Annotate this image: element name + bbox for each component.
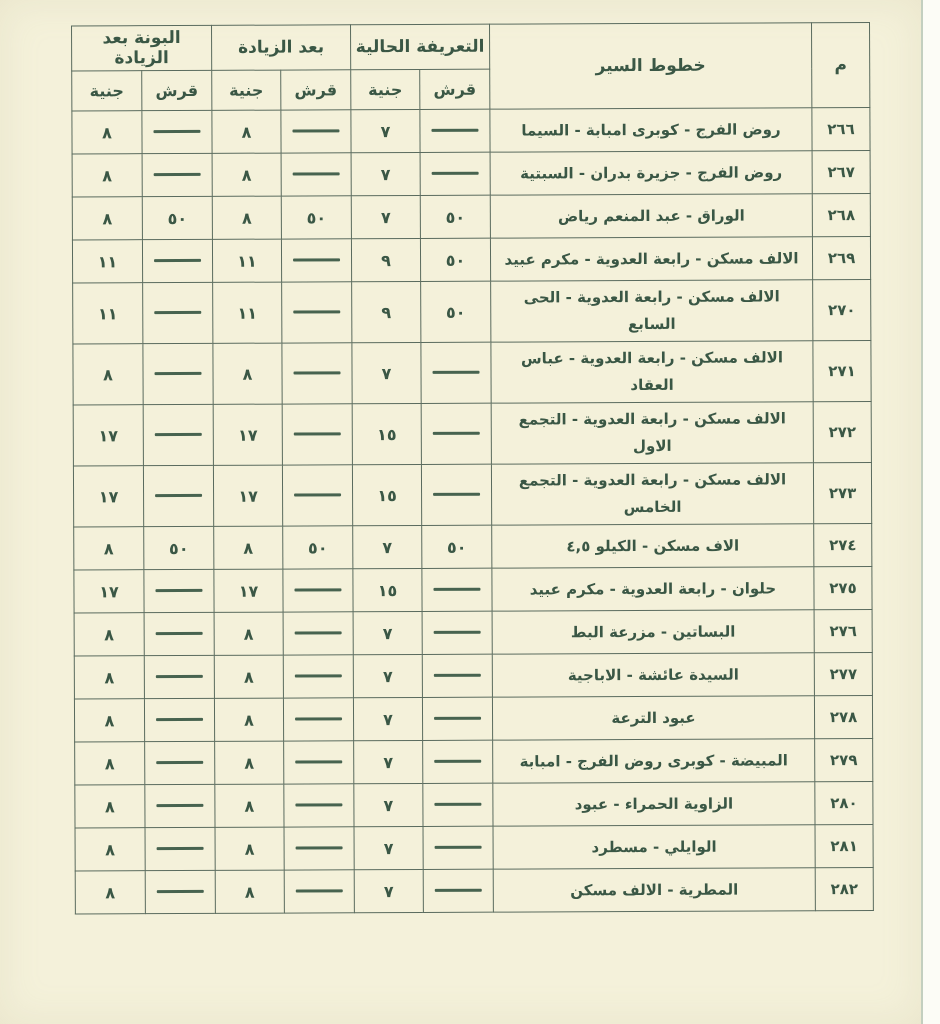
coupon-geneh-cell: ١٧ [74, 570, 144, 613]
serial-cell: ٢٧٢ [813, 401, 871, 462]
route-cell: عبود الترعة [492, 696, 814, 740]
header-current-qirsh: قرش [420, 69, 490, 109]
dash-mark [296, 846, 343, 849]
current-geneh-cell: ٩ [351, 238, 420, 281]
fare-row [75, 824, 873, 870]
current-geneh-cell: ٧ [354, 826, 423, 869]
serial-cell: ٢٧٥ [814, 566, 872, 609]
fare-row [73, 340, 871, 404]
serial-cell: ٢٦٦ [812, 108, 870, 151]
coupon-qirsh-cell [145, 784, 215, 827]
fare-row [74, 609, 872, 655]
dash-mark [434, 760, 481, 763]
route-cell: المبيضة - كوبرى روض الفرج - امبابة [493, 739, 815, 783]
serial-cell: ٢٧٧ [814, 652, 872, 695]
fare-row [72, 194, 870, 240]
after-geneh-cell: ٨ [212, 110, 281, 153]
current-geneh-cell: ٧ [354, 869, 423, 912]
current-qirsh-cell [420, 152, 490, 195]
current-geneh-cell: ٧ [353, 525, 422, 568]
header-group-after-increase: بعد الزيادة [212, 25, 351, 71]
current-qirsh-cell [423, 826, 493, 869]
serial-cell: ٢٨١ [815, 824, 873, 867]
coupon-geneh-cell: ٨ [74, 699, 144, 742]
header-coupon-qirsh: قرش [142, 70, 212, 110]
dash-mark [295, 674, 342, 677]
current-qirsh-cell: ٥٠ [422, 525, 492, 568]
route-cell: الالف مسكن - رابعة العدوية - التجمع الخامس [491, 463, 813, 525]
current-qirsh-cell [423, 740, 493, 783]
dash-mark [434, 803, 481, 806]
after-qirsh-cell [284, 741, 354, 784]
current-geneh-cell: ٧ [353, 654, 422, 697]
dash-mark [156, 761, 203, 764]
dash-mark [435, 846, 482, 849]
route-cell: البساتين - مزرعة البط [492, 610, 814, 654]
route-cell: الالف مسكن - رابعة العدوية - عباس العقاد [491, 341, 813, 403]
serial-cell: ٢٧٨ [814, 695, 872, 738]
coupon-geneh-cell: ١٧ [73, 466, 143, 527]
after-geneh-cell: ٨ [214, 612, 283, 655]
route-cell: الوايلي - مسطرد [493, 825, 815, 869]
after-qirsh-cell [283, 569, 353, 612]
fare-row [73, 279, 871, 343]
after-geneh-cell: ٨ [214, 698, 283, 741]
coupon-geneh-cell: ٨ [74, 656, 144, 699]
serial-cell: ٢٦٩ [812, 237, 870, 280]
after-qirsh-cell: ٥٠ [283, 526, 353, 569]
after-qirsh-cell [284, 870, 354, 913]
after-geneh-cell: ٨ [215, 741, 284, 784]
current-geneh-cell: ٧ [351, 152, 420, 195]
after-geneh-cell: ١٧ [214, 569, 283, 612]
current-geneh-cell: ٧ [351, 109, 420, 152]
dash-mark [295, 760, 342, 763]
route-cell: روض الفرج - جزيرة بدران - السبتية [490, 151, 812, 195]
coupon-qirsh-cell [143, 404, 213, 465]
coupon-qirsh-cell [144, 655, 214, 698]
route-cell: الاف مسكن - الكيلو ٤,٥ [492, 524, 814, 568]
after-geneh-cell: ٨ [215, 827, 284, 870]
dash-mark [434, 674, 481, 677]
coupon-qirsh-cell [145, 870, 215, 913]
dash-mark [294, 588, 341, 591]
coupon-qirsh-cell [142, 153, 212, 196]
serial-cell: ٢٨٢ [815, 867, 873, 910]
coupon-qirsh-cell: ٥٠ [144, 526, 214, 569]
route-cell: الزاوية الحمراء - عبود [493, 782, 815, 826]
header-group-coupon-after-increase: البونة بعد الزيادة [71, 25, 211, 71]
route-cell: الالف مسكن - رابعة العدوية - مكرم عبيد [490, 237, 812, 281]
dash-mark [433, 371, 480, 374]
current-qirsh-cell [422, 654, 492, 697]
coupon-qirsh-cell [145, 741, 215, 784]
dash-mark [157, 847, 204, 850]
current-geneh-cell: ٧ [353, 611, 422, 654]
dash-mark [155, 494, 202, 497]
fare-row [75, 738, 873, 784]
dash-mark [295, 631, 342, 634]
header-serial: م [812, 23, 870, 108]
route-cell: حلوان - رابعة العدوية - مكرم عبيد [492, 567, 814, 611]
dash-mark [154, 259, 201, 262]
after-geneh-cell: ٨ [215, 870, 284, 913]
fare-row [73, 462, 871, 526]
route-cell: الالف مسكن - رابعة العدوية - التجمع الاول [491, 402, 813, 464]
current-qirsh-cell [422, 568, 492, 611]
dash-mark [154, 311, 201, 314]
dash-mark [292, 129, 339, 132]
header-routes: خطوط السير [490, 23, 812, 109]
after-geneh-cell: ١٧ [213, 404, 282, 465]
after-geneh-cell: ١١ [212, 239, 281, 282]
after-geneh-cell: ٨ [214, 655, 283, 698]
coupon-qirsh-cell [145, 827, 215, 870]
current-geneh-cell: ٧ [354, 740, 423, 783]
current-geneh-cell: ١٥ [352, 403, 421, 464]
current-geneh-cell: ٩ [352, 281, 421, 342]
fare-row [74, 652, 872, 698]
dash-mark [295, 803, 342, 806]
coupon-geneh-cell: ٨ [73, 344, 143, 405]
fare-row [73, 401, 871, 465]
serial-cell: ٢٨٠ [815, 781, 873, 824]
dash-mark [293, 258, 340, 261]
after-qirsh-cell: ٥٠ [281, 196, 351, 239]
after-qirsh-cell [282, 465, 352, 526]
fare-row [72, 237, 870, 283]
dash-mark [294, 493, 341, 496]
coupon-qirsh-cell [142, 110, 212, 153]
coupon-geneh-cell: ٨ [72, 197, 142, 240]
route-cell: الوراق - عبد المنعم رياض [490, 194, 812, 238]
dash-mark [432, 172, 479, 175]
after-geneh-cell: ٨ [215, 784, 284, 827]
fare-row [74, 566, 872, 612]
route-cell: المطرية - الالف مسكن [493, 868, 815, 912]
dash-mark [433, 432, 480, 435]
fare-row [75, 781, 873, 827]
current-geneh-cell: ٧ [353, 697, 422, 740]
serial-cell: ٢٧٣ [813, 462, 871, 523]
dash-mark [155, 433, 202, 436]
coupon-geneh-cell: ٨ [72, 154, 142, 197]
current-qirsh-cell [421, 342, 491, 403]
dash-mark [157, 890, 204, 893]
coupon-qirsh-cell [143, 465, 213, 526]
current-qirsh-cell: ٥٠ [420, 238, 490, 281]
fare-row [74, 695, 872, 741]
after-geneh-cell: ٨ [214, 526, 283, 569]
coupon-geneh-cell: ٨ [74, 527, 144, 570]
dash-mark [433, 588, 480, 591]
serial-cell: ٢٧٤ [814, 523, 872, 566]
header-after-qirsh: قرش [281, 70, 351, 110]
after-qirsh-cell [282, 404, 352, 465]
dash-mark [296, 889, 343, 892]
current-qirsh-cell [422, 611, 492, 654]
current-qirsh-cell: ٥٠ [420, 195, 490, 238]
dash-mark [156, 675, 203, 678]
fare-row [75, 867, 873, 913]
serial-cell: ٢٧١ [813, 340, 871, 401]
coupon-geneh-cell: ٨ [74, 613, 144, 656]
route-cell: روض الفرج - كوبرى امبابة - السيما [490, 108, 812, 152]
coupon-geneh-cell: ١١ [72, 240, 142, 283]
fare-table [71, 22, 874, 914]
current-geneh-cell: ٧ [351, 195, 420, 238]
coupon-qirsh-cell [144, 612, 214, 655]
after-qirsh-cell [283, 612, 353, 655]
header-group-current-tariff: التعريفة الحالية [351, 24, 490, 70]
current-qirsh-cell [423, 783, 493, 826]
table-header [71, 23, 869, 111]
after-geneh-cell: ١٧ [213, 465, 282, 526]
after-qirsh-cell [284, 827, 354, 870]
dash-mark [431, 129, 478, 132]
dash-mark [293, 172, 340, 175]
after-qirsh-cell [281, 153, 351, 196]
dash-mark [434, 631, 481, 634]
table-body [72, 108, 874, 914]
dash-mark [294, 432, 341, 435]
coupon-qirsh-cell [143, 282, 213, 343]
fare-row [74, 523, 872, 569]
fare-row [72, 151, 870, 197]
coupon-geneh-cell: ٨ [75, 742, 145, 785]
dash-mark [155, 589, 202, 592]
route-cell: الالف مسكن - رابعة العدوية - الحى السابع [491, 280, 813, 342]
serial-cell: ٢٧٩ [815, 738, 873, 781]
dash-mark [294, 371, 341, 374]
dash-mark [156, 718, 203, 721]
header-coupon-geneh: جنية [72, 71, 142, 111]
after-qirsh-cell [282, 282, 352, 343]
serial-cell: ٢٧٠ [813, 279, 871, 340]
after-qirsh-cell [283, 698, 353, 741]
coupon-qirsh-cell [144, 698, 214, 741]
serial-cell: ٢٧٦ [814, 609, 872, 652]
coupon-qirsh-cell [143, 343, 213, 404]
header-group-row [71, 23, 869, 71]
coupon-qirsh-cell [144, 569, 214, 612]
coupon-geneh-cell: ١١ [73, 283, 143, 344]
after-qirsh-cell [281, 239, 351, 282]
serial-cell: ٢٦٧ [812, 151, 870, 194]
coupon-qirsh-cell: ٥٠ [142, 196, 212, 239]
current-qirsh-cell [420, 109, 490, 152]
current-geneh-cell: ٧ [352, 342, 421, 403]
serial-cell: ٢٦٨ [812, 194, 870, 237]
dash-mark [433, 493, 480, 496]
coupon-geneh-cell: ١٧ [73, 405, 143, 466]
current-geneh-cell: ١٥ [353, 568, 422, 611]
after-qirsh-cell [281, 110, 351, 153]
after-qirsh-cell [283, 655, 353, 698]
current-qirsh-cell [421, 464, 491, 525]
dash-mark [293, 310, 340, 313]
coupon-geneh-cell: ٨ [72, 111, 142, 154]
dash-mark [154, 173, 201, 176]
dash-mark [156, 804, 203, 807]
current-geneh-cell: ١٥ [352, 464, 421, 525]
dash-mark [295, 717, 342, 720]
after-geneh-cell: ٨ [212, 153, 281, 196]
dash-mark [435, 889, 482, 892]
route-cell: السيدة عائشة - الاباجية [492, 653, 814, 697]
coupon-geneh-cell: ٨ [75, 785, 145, 828]
fare-table-wrap [72, 22, 874, 914]
after-qirsh-cell [284, 784, 354, 827]
dash-mark [156, 632, 203, 635]
coupon-geneh-cell: ٨ [75, 828, 145, 871]
current-geneh-cell: ٧ [354, 783, 423, 826]
header-after-geneh: جنية [212, 70, 281, 110]
dash-mark [153, 130, 200, 133]
after-geneh-cell: ١١ [213, 282, 282, 343]
current-qirsh-cell [421, 403, 491, 464]
coupon-qirsh-cell [142, 239, 212, 282]
header-current-geneh: جنية [351, 69, 420, 109]
dash-mark [434, 717, 481, 720]
dash-mark [155, 372, 202, 375]
fare-row [72, 108, 870, 154]
current-qirsh-cell [423, 869, 493, 912]
after-qirsh-cell [282, 343, 352, 404]
after-geneh-cell: ٨ [213, 343, 282, 404]
coupon-geneh-cell: ٨ [75, 871, 145, 914]
after-geneh-cell: ٨ [212, 196, 281, 239]
current-qirsh-cell [422, 697, 492, 740]
current-qirsh-cell: ٥٠ [421, 281, 491, 342]
